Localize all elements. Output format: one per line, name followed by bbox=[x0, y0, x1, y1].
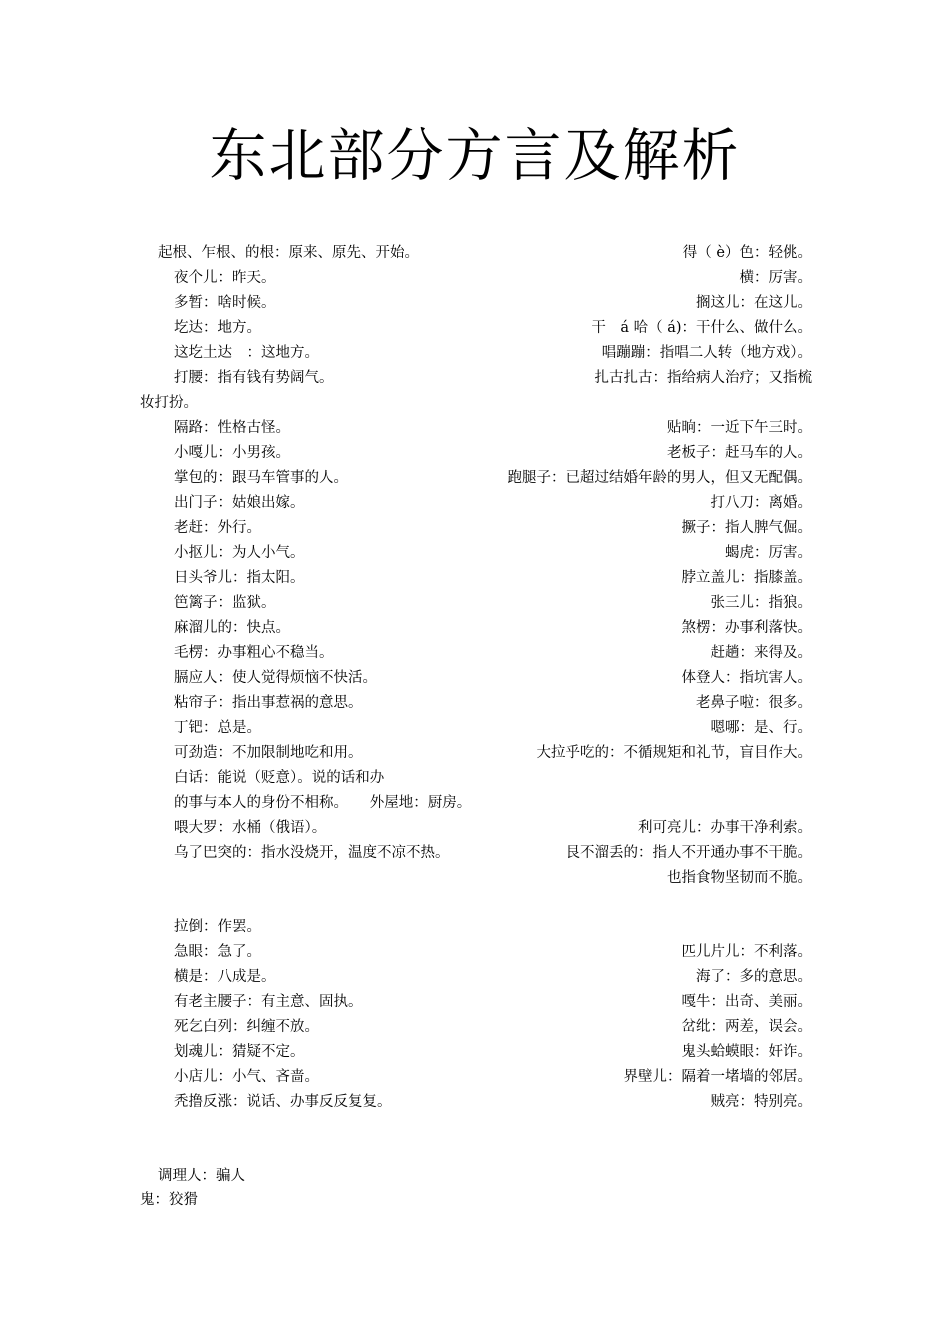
entry-left: 调理人：骗人 bbox=[158, 1168, 245, 1184]
entry-left: 打腰：指有钱有势阔气。 bbox=[174, 370, 334, 386]
entry-right: 横：厉害。 bbox=[739, 270, 812, 286]
entry-left: 小抠儿：为人小气。 bbox=[174, 545, 305, 561]
entry-left: 的事与本人的身份不相称。 外屋地：厨房。 bbox=[174, 795, 472, 811]
entry-right: 岔纰：两差，误会。 bbox=[681, 1019, 812, 1035]
entry-left: 妆打扮。 bbox=[140, 395, 198, 411]
entry-left: 小嘎儿：小男孩。 bbox=[174, 445, 290, 461]
entry-left: 有老主腰子：有主意、固执。 bbox=[174, 994, 363, 1010]
entry-right: 张三儿：指狼。 bbox=[710, 595, 812, 611]
entry-left: 这圪土达 ：这地方。 bbox=[174, 345, 319, 361]
entry-left: 出门子：姑娘出嫁。 bbox=[174, 495, 305, 511]
entry-left: 日头爷儿：指太阳。 bbox=[174, 570, 305, 586]
entry-right: 界壁儿：隔着一堵墙的邻居。 bbox=[623, 1069, 812, 1085]
page-title: 东北部分方言及解析 bbox=[209, 123, 741, 190]
entry-left: 秃撸反涨：说话、办事反反复复。 bbox=[174, 1094, 392, 1110]
entry-left: 划魂儿：猜疑不定。 bbox=[174, 1044, 305, 1060]
entry-right: 嗯哪：是、行。 bbox=[710, 720, 812, 736]
entry-right: 撅子：指人脾气倔。 bbox=[681, 520, 812, 536]
entry-left: 拉倒：作罢。 bbox=[174, 919, 261, 935]
entry-right: 赶趟：来得及。 bbox=[710, 645, 812, 661]
entry-right: 煞楞：办事利落快。 bbox=[681, 620, 812, 636]
entry-left: 可劲造：不加限制地吃和用。 bbox=[174, 745, 363, 761]
entry-right: 大拉乎吃的：不循规矩和礼节，盲目作大。 bbox=[536, 745, 812, 761]
entry-left: 夜个儿：昨天。 bbox=[174, 270, 276, 286]
entry-left: 掌包的：跟马车管事的人。 bbox=[174, 470, 348, 486]
entry-left: 起根、乍根、的根：原来、原先、开始。 bbox=[158, 245, 419, 261]
entry-left: 横是：八成是。 bbox=[174, 969, 276, 985]
entry-right: 干 á 哈（ á)：干什么、做什么。 bbox=[591, 320, 812, 336]
entry-right: 搁这儿：在这儿。 bbox=[696, 295, 812, 311]
entry-right: 贼亮：特别亮。 bbox=[710, 1094, 812, 1110]
entry-right: 脖立盖儿：指膝盖。 bbox=[681, 570, 812, 586]
entry-left: 老赶：外行。 bbox=[174, 520, 261, 536]
entry-left: 白话：能说（贬意）。说的话和办 bbox=[174, 770, 385, 786]
entry-right: 匹儿片儿：不利落。 bbox=[681, 944, 812, 960]
entry-right: 跑腿子：已超过结婚年龄的男人，但又无配偶。 bbox=[507, 470, 812, 486]
entry-right: 嘎牛：出奇、美丽。 bbox=[681, 994, 812, 1010]
entry-left: 喂大罗：水桶（俄语）。 bbox=[174, 820, 327, 836]
entry-right: 打八刀：离婚。 bbox=[710, 495, 812, 511]
entry-right: 老鼻子啦：很多。 bbox=[696, 695, 812, 711]
entry-left: 急眼：急了。 bbox=[174, 944, 261, 960]
entry-left: 乌了巴突的：指水没烧开，温度不凉不热。 bbox=[174, 845, 450, 861]
entry-right: 扎古扎古：指给病人治疗；又指梳 bbox=[594, 370, 812, 386]
entry-right: 海了：多的意思。 bbox=[696, 969, 812, 985]
entry-right: 鬼头蛤蟆眼：奸诈。 bbox=[681, 1044, 812, 1060]
entry-right: 唱蹦蹦：指唱二人转（地方戏）。 bbox=[601, 345, 812, 361]
entry-left: 鬼：狡猾 bbox=[140, 1192, 198, 1208]
entry-left: 膈应人：使人觉得烦恼不快活。 bbox=[174, 670, 377, 686]
entry-right: 艮不溜丢的：指人不开通办事不干脆。 bbox=[565, 845, 812, 861]
entry-right: 体登人：指坑害人。 bbox=[681, 670, 812, 686]
entry-right: 蝎虎：厉害。 bbox=[725, 545, 812, 561]
entry-left: 死乞白列：纠缠不放。 bbox=[174, 1019, 319, 1035]
entry-right: 贴晌：一近下午三时。 bbox=[667, 420, 812, 436]
entry-right: 得（ è）色：轻佻。 bbox=[682, 245, 812, 261]
entry-left: 毛楞：办事粗心不稳当。 bbox=[174, 645, 334, 661]
entry-left: 丁钯：总是。 bbox=[174, 720, 261, 736]
entry-left: 小店儿：小气、吝啬。 bbox=[174, 1069, 319, 1085]
entry-left: 隔路：性格古怪。 bbox=[174, 420, 290, 436]
entry-left: 圪达：地方。 bbox=[174, 320, 261, 336]
entry-left: 多暂：啥时候。 bbox=[174, 295, 276, 311]
entry-right: 也指食物坚韧而不脆。 bbox=[667, 870, 812, 886]
entry-left: 笆篱子：监狱。 bbox=[174, 595, 276, 611]
entry-left: 麻溜儿的：快点。 bbox=[174, 620, 290, 636]
entry-left: 粘帘子：指出事惹祸的意思。 bbox=[174, 695, 363, 711]
entry-right: 利可亮儿：办事干净利索。 bbox=[638, 820, 812, 836]
entry-right: 老板子：赶马车的人。 bbox=[667, 445, 812, 461]
